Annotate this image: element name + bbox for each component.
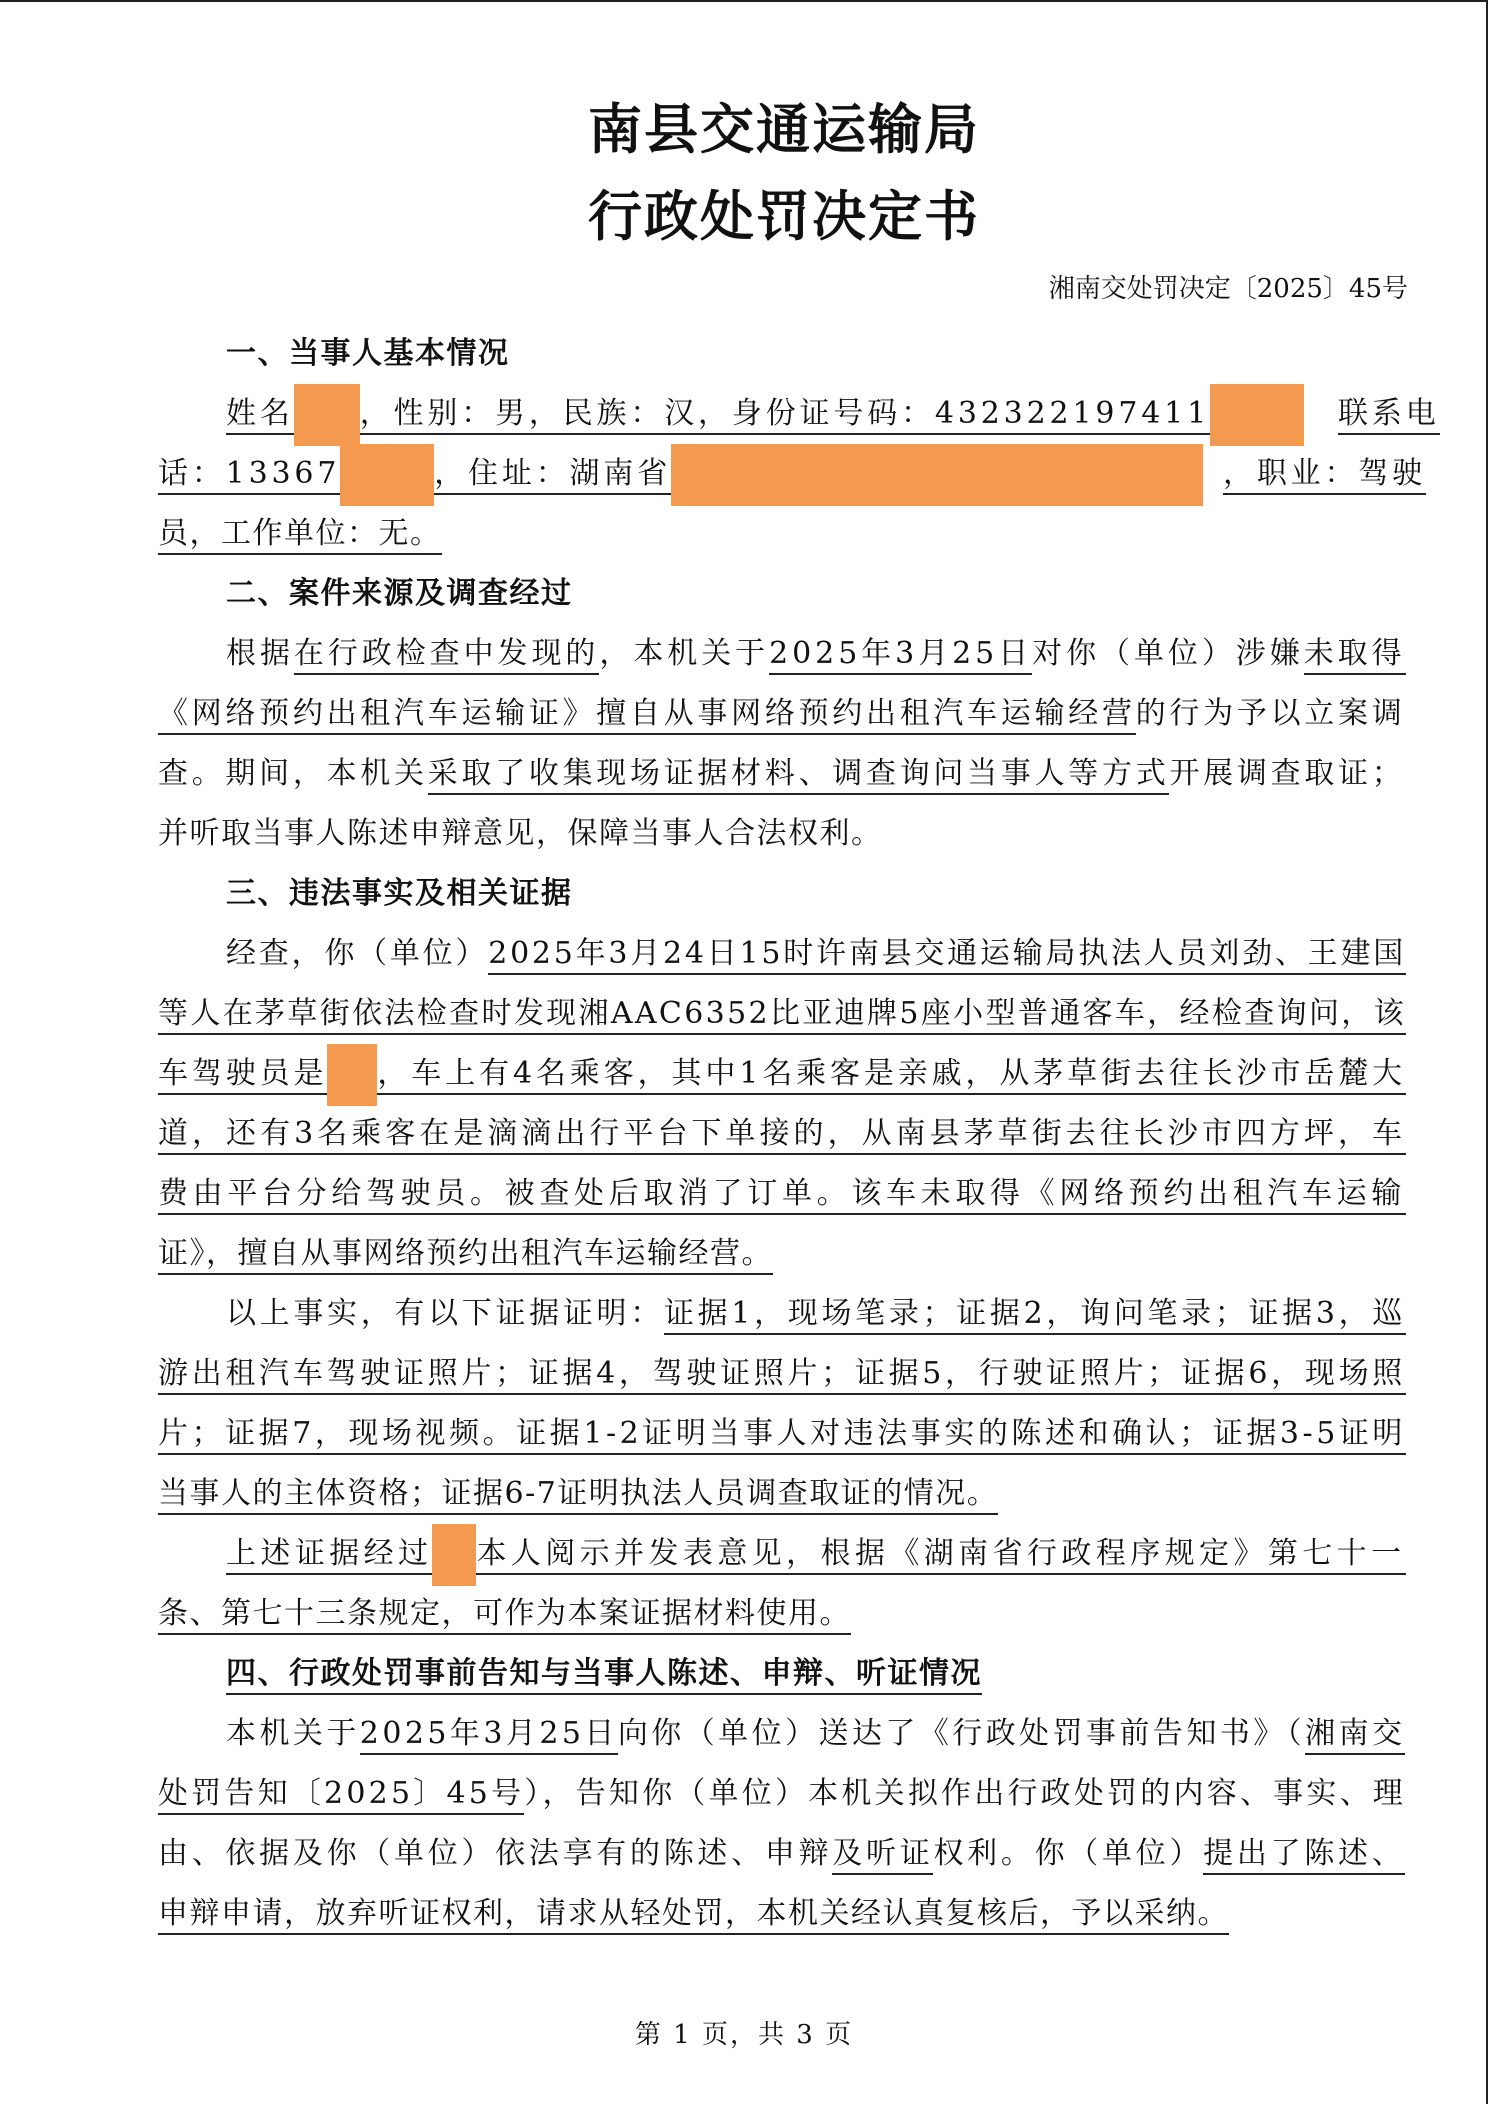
- filing-date: 2025年3月25日: [769, 636, 1032, 675]
- workplace-text: 员，工作单位：无。: [158, 516, 442, 555]
- hearing-right: 及听证: [832, 1836, 933, 1875]
- facts-text: 费由平台分给驾驶员。被查处后取消了订单。该车未取得《网络预约出租汽车运输: [158, 1176, 1406, 1215]
- section3-heading: 三、违法事实及相关证据: [226, 876, 573, 911]
- text-segment: 开展调查取证；: [1169, 756, 1406, 791]
- investigation-methods: 采取了收集现场证据材料、调查询问当事人等方式: [428, 756, 1170, 795]
- facts-line2: [158, 984, 1406, 1044]
- redacted-address: [671, 444, 1203, 506]
- violation-start: 未取得: [1304, 636, 1406, 675]
- evidence-text: 游出租汽车驾驶证照片；证据4，驾驶证照片；证据5，行驶证照片；证据6，现场照: [158, 1356, 1406, 1395]
- statement-request-cont: 申辩申请，放弃听证权利，请求从轻处罚，本机关经认真复核后，予以采纳。: [158, 1896, 1229, 1935]
- text-segment: 向你（单位）送达了《行政处罚事前告知书》（: [617, 1716, 1306, 1751]
- facts-line1: [226, 924, 1406, 984]
- review-line1: [226, 1524, 1406, 1584]
- contact-label: 联系电: [1338, 396, 1440, 435]
- text-segment: ，本机关于: [599, 636, 770, 671]
- section2-heading: 二、案件来源及调查经过: [226, 576, 573, 611]
- review-text: 条、第七十三条规定，可作为本案证据材料使用。: [158, 1596, 851, 1635]
- statement-request: 提出了陈述、: [1203, 1836, 1405, 1875]
- evidence-line1: [226, 1284, 1406, 1344]
- facts-text: ，车上有4名乘客，其中1名乘客是亲戚，从茅草街去往长沙市岳麓大: [377, 1056, 1406, 1095]
- section4-heading: [226, 1644, 1406, 1704]
- section1-line2: [158, 444, 1426, 504]
- facts-line5: [158, 1164, 1406, 1224]
- facts-text: 2025年3月24日15时许南县交通运输局执法人员刘劲、王建国: [488, 936, 1406, 975]
- evidence-text: 片；证据7，现场视频。证据1-2证明当事人对违法事实的陈述和确认；证据3-5证明: [158, 1416, 1406, 1455]
- section2-line3: [158, 744, 1406, 804]
- text-segment: 本机关于: [226, 1716, 360, 1751]
- section4-heading-text: 四、行政处罚事前告知与当事人陈述、申辩、听证情况: [226, 1656, 982, 1695]
- redacted-party-name: [432, 1524, 476, 1586]
- occupation-text: ，职业：驾驶: [1223, 456, 1426, 495]
- text-segment: 根据: [226, 636, 294, 671]
- notice-number: 处罚告知〔2025〕45号: [158, 1776, 524, 1815]
- facts-line6: [158, 1224, 1406, 1284]
- notice-line2: [158, 1764, 1406, 1824]
- document-type-title: 行政处罚决定书: [588, 185, 980, 248]
- facts-line4: [158, 1104, 1406, 1164]
- text-segment: 的行为予以立案调: [1135, 696, 1406, 731]
- section1-line3: [158, 504, 1406, 564]
- review-text: 本人阅示并发表意见，根据《湖南省行政程序规定》第七十一: [476, 1536, 1405, 1575]
- facts-text: 道，还有3名乘客在是滴滴出行平台下单接的，从南县茅草街去往长沙市四方坪，车: [158, 1116, 1406, 1155]
- redacted-id-suffix: [1210, 384, 1304, 446]
- evidence-text: 当事人的主体资格；证据6-7证明执法人员调查取证的情况。: [158, 1476, 998, 1515]
- section1-line1: [226, 384, 1440, 444]
- gender-id-text: ，性别：男，民族：汉，身份证号码：432322197411: [360, 396, 1210, 435]
- notice-line1: [226, 1704, 1406, 1764]
- text-segment: 以上事实，有以下证据证明：: [226, 1296, 664, 1331]
- section2-line2: [158, 684, 1406, 744]
- notice-line3: [158, 1824, 1406, 1884]
- evidence-line3: [158, 1404, 1406, 1464]
- text-segment: 经查，你（单位）: [226, 936, 489, 971]
- text-segment: ），告知你（单位）本机关拟作出行政处罚的内容、事实、理: [524, 1776, 1406, 1811]
- review-line2: [158, 1584, 1406, 1644]
- review-text: 上述证据经过: [226, 1536, 432, 1575]
- notice-date: 2025年3月25日: [360, 1716, 618, 1755]
- section2-line4: 并听取当事人陈述申辩意见，保障当事人合法权利。: [158, 816, 883, 851]
- page-number: 第 1 页，共 3 页: [634, 2020, 854, 2050]
- redacted-driver-name: [327, 1044, 377, 1106]
- facts-text: 等人在茅草街依法检查时发现湘AAC6352比亚迪牌5座小型普通客车，经检查询问，该: [158, 996, 1406, 1035]
- text-segment: 由、依据及你（单位）依法享有的陈述、申辩: [158, 1836, 833, 1871]
- document-number: 湘南交处罚决定〔2025〕45号: [1048, 274, 1408, 304]
- violation-description: 《网络预约出租汽车运输证》擅自从事网络预约出租汽车运输经营: [158, 696, 1136, 735]
- facts-text: 车驾驶员是: [158, 1056, 327, 1095]
- phone-prefix: 话：13367: [158, 456, 340, 495]
- name-label: 姓名: [226, 396, 294, 435]
- evidence-text: 证据1，现场笔录；证据2，询问笔录；证据3，巡: [664, 1296, 1406, 1335]
- address-label: ，住址：湖南省: [434, 456, 671, 495]
- section2-line1: [226, 624, 1406, 684]
- redacted-name: [294, 384, 360, 446]
- redacted-phone: [340, 444, 434, 506]
- section1-heading: 一、当事人基本情况: [226, 336, 510, 371]
- facts-line3: [158, 1044, 1406, 1104]
- facts-text: 证》，擅自从事网络预约出租汽车运输经营。: [158, 1236, 773, 1275]
- evidence-line4: [158, 1464, 1406, 1524]
- agency-title: 南县交通运输局: [588, 98, 980, 161]
- evidence-line2: [158, 1344, 1406, 1404]
- text-segment: 权利。你（单位）: [933, 1836, 1204, 1871]
- notice-number-start: 湘南交: [1305, 1716, 1405, 1755]
- case-source: 在行政检查中发现的: [294, 636, 599, 675]
- text-segment: 对你（单位）涉嫌: [1032, 636, 1304, 671]
- text-segment: 查。期间，本机关: [158, 756, 428, 791]
- notice-line4: [158, 1884, 1406, 1944]
